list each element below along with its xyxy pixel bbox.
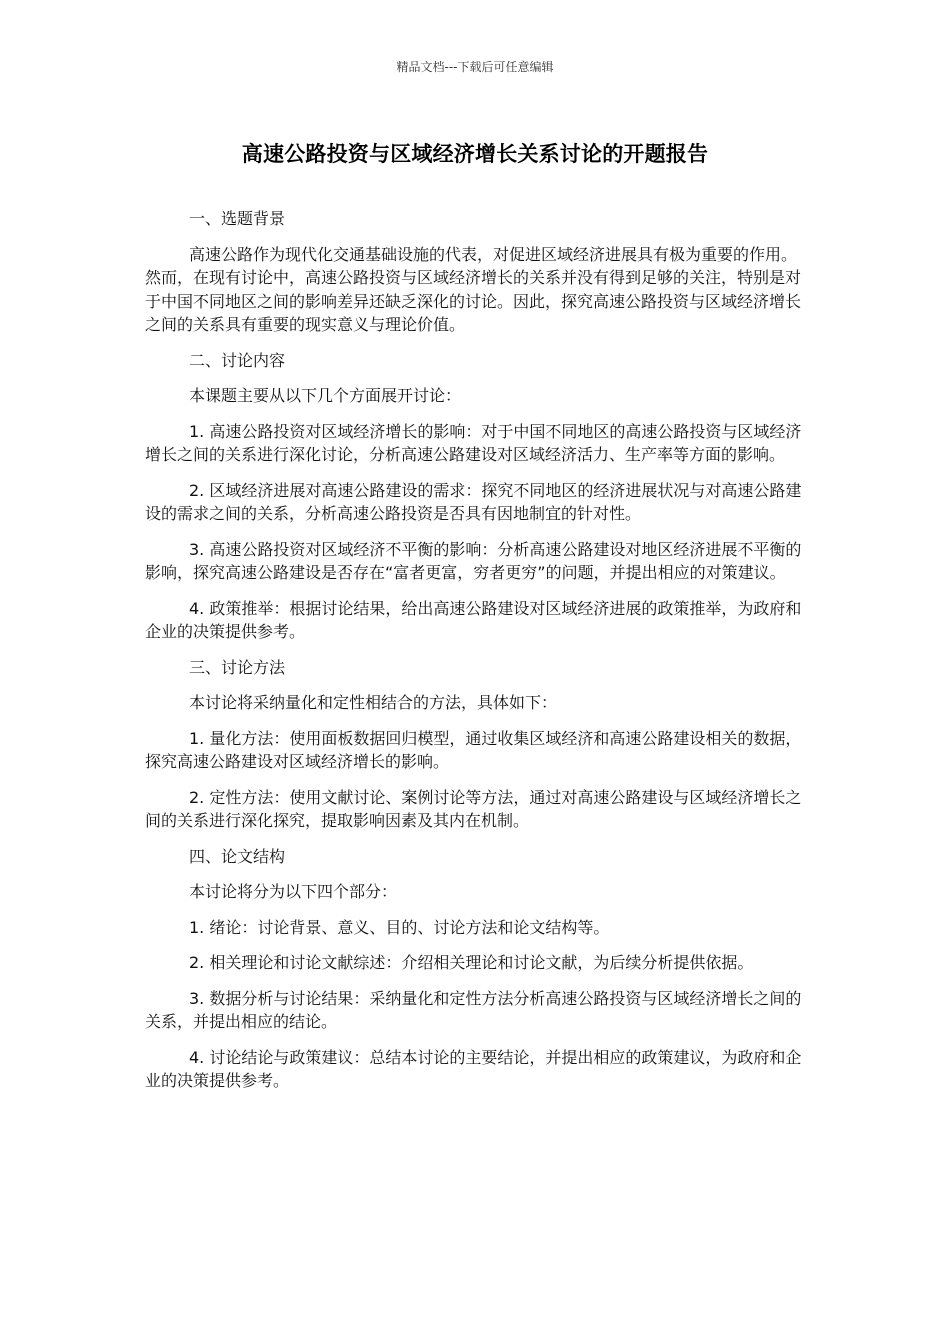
list-item-content-3: 3. 高速公路投资对区域经济不平衡的影响：分析高速公路建设对地区经济进展不平衡的影响，探究高速公路建设是否存在“富者更富，穷者更穷”的问题，并提出相应的对策建议。 [145, 539, 802, 582]
section-heading-structure: 四、论文结构 [189, 846, 286, 866]
list-item-content-2: 2. 区域经济进展对高速公路建设的需求：探究不同地区的经济进展状况与对高速公路建设的需求之间的关系，分析高速公路投资是否具有因地制宜的针对性。 [145, 480, 802, 523]
list-item-structure-4: 4. 讨论结论与政策建议：总结本讨论的主要结论，并提出相应的政策建议，为政府和企业的决策提供参考。 [145, 1047, 802, 1090]
list-item-structure-3: 3. 数据分析与讨论结果：采纳量化和定性方法分析高速公路投资与区域经济增长之间的关系，并提出相应的结论。 [145, 988, 802, 1031]
section-heading-method: 三、讨论方法 [189, 657, 286, 677]
section-heading-content: 二、讨论内容 [189, 350, 286, 370]
paragraph-structure-intro: 本讨论将分为以下四个部分： [189, 882, 398, 901]
list-item-method-1: 1. 量化方法：使用面板数据回归模型，通过收集区域经济和高速公路建设相关的数据，探究高速公路建设对区域经济增长的影响。 [145, 728, 802, 771]
document-title: 高速公路投资与区域经济增长关系讨论的开题报告 [241, 142, 709, 166]
page-header: 精品文档---下载后可任意编辑 [396, 60, 554, 74]
paragraph-content-intro: 本课题主要从以下几个方面展开讨论： [189, 386, 462, 405]
list-item-structure-1: 1. 绪论：讨论背景、意义、目的、讨论方法和论文结构等。 [189, 917, 610, 937]
section-heading-background: 一、选题背景 [189, 209, 286, 228]
paragraph-method-intro: 本讨论将采纳量化和定性相结合的方法，具体如下： [189, 693, 558, 712]
list-item-content-4: 4. 政策推举：根据讨论结果，给出高速公路建设对区域经济进展的政策推举，为政府和企业的决策提供参考。 [145, 598, 802, 641]
list-item-structure-2: 2. 相关理论和讨论文献综述：介绍相关理论和讨论文献，为后续分析提供依据。 [189, 953, 754, 972]
paragraph-background: 高速公路作为现代化交通基础设施的代表，对促进区域经济进展具有极为重要的作用。然而，在现有讨论中，高速公路投资与区域经济增长的关系并没有得到足够的关注，特别是对于中国不同地区之间的影响差异还缺乏深化的讨论。因此，探究高速公路投资与区域经济增长之间的关系具有重要的现实意义与理论价值。 [145, 244, 802, 334]
document-body [145, 207, 811, 1105]
list-item-content-1: 1. 高速公路投资对区域经济增长的影响：对于中国不同地区的高速公路投资与区域经济增长之间的关系进行深化讨论，分析高速公路建设对区域经济活力、生产率等方面的影响。 [145, 421, 802, 464]
list-item-method-2: 2. 定性方法：使用文献讨论、案例讨论等方法，通过对高速公路建设与区域经济增长之间的关系进行深化探究，提取影响因素及其内在机制。 [145, 787, 802, 830]
